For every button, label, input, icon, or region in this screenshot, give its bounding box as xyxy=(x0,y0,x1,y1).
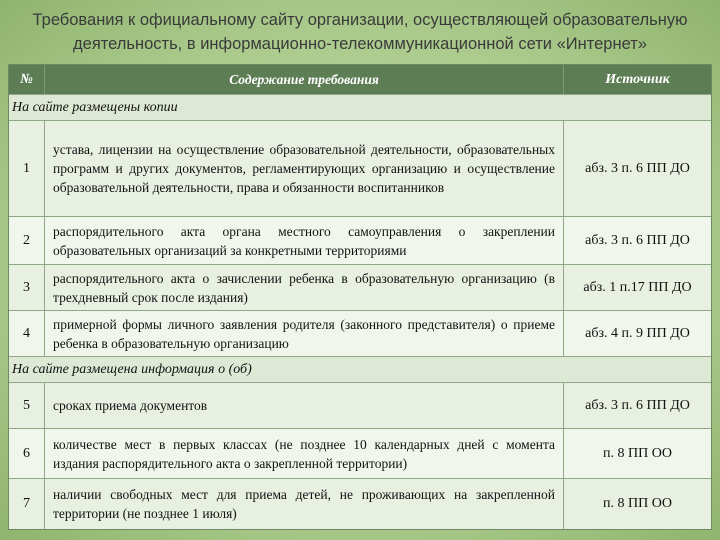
row-text: сроках приема документов xyxy=(45,383,564,428)
title-line-1: Требования к официальному сайту организации, осуществляющей образовательную xyxy=(32,11,688,29)
title-line-2: деятельность, в информационно-телекоммуникационной сети «Интернет» xyxy=(73,35,647,53)
row-num: 5 xyxy=(9,383,45,428)
row-source: абз. 3 п. 6 ПП ДО xyxy=(585,232,690,248)
table-row xyxy=(9,383,711,429)
table-row xyxy=(9,265,711,311)
table-row xyxy=(9,479,711,529)
table-row xyxy=(9,429,711,479)
row-text: количестве мест в первых классах (не позднее 10 календарных дней с момента издания распорядительного акта о закрепленной территории) xyxy=(45,429,564,478)
row-num: 1 xyxy=(9,121,45,216)
row-source: абз. 4 п. 9 ПП ДО xyxy=(585,325,690,341)
header-num: № xyxy=(9,65,45,94)
row-num: 6 xyxy=(9,429,45,478)
table-row xyxy=(9,121,711,217)
row-text: распорядительного акта о зачислении ребенка в образовательную организацию (в трехдневный срок после издания) xyxy=(45,265,564,310)
row-num: 7 xyxy=(9,479,45,529)
row-source: абз. 3 п. 6 ПП ДО xyxy=(585,160,690,176)
row-num: 2 xyxy=(9,217,45,264)
table-header xyxy=(9,65,711,95)
table-row xyxy=(9,217,711,265)
row-source: п. 8 ПП ОО xyxy=(603,496,672,511)
header-source: Источник xyxy=(605,71,670,87)
row-text: наличии свободных мест для приема детей, не проживающих на закрепленной территории (не позднее 1 июля) xyxy=(45,479,564,529)
requirements-table xyxy=(8,64,712,530)
row-source: абз. 3 п. 6 ПП ДО xyxy=(585,397,690,413)
row-num: 4 xyxy=(9,311,45,356)
row-text: устава, лицензии на осуществление образовательной деятельности, образовательных программ и других документов, регламентирующих организацию и осуществление образовательной деятельности, права и обязанности воспитанников xyxy=(45,121,564,216)
section-information: На сайте размещена информация о (об) xyxy=(9,357,711,383)
row-text: распорядительного акта органа местного самоуправления о закреплении образовательных организаций за конкретными территориями xyxy=(45,217,564,264)
row-source: п. 8 ПП ОО xyxy=(603,445,672,461)
header-content: Содержание требования xyxy=(45,65,564,94)
slide-title xyxy=(0,8,720,56)
row-num: 3 xyxy=(9,265,45,310)
section-copies: На сайте размещены копии xyxy=(9,95,711,121)
row-text: примерной формы личного заявления родителя (законного представителя) о приеме ребенка в образовательную организацию xyxy=(45,311,564,356)
row-source: абз. 1 п.17 ПП ДО xyxy=(583,279,692,295)
table-row xyxy=(9,311,711,357)
